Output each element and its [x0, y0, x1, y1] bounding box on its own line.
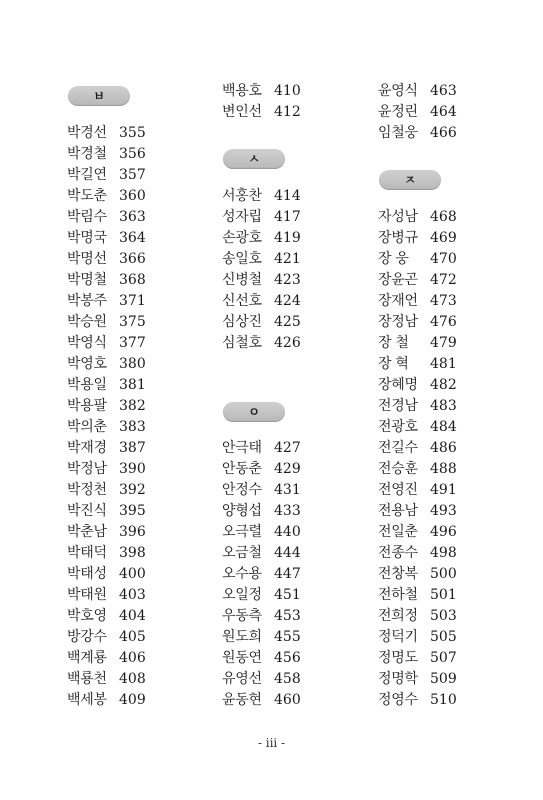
- index-entry: [222, 564, 301, 585]
- entry-page: 371: [119, 293, 146, 309]
- entry-page: 377: [119, 335, 146, 351]
- entry-page: 381: [119, 377, 146, 393]
- index-entry: [378, 354, 457, 375]
- index-entry: [378, 375, 457, 396]
- index-entry: [222, 501, 301, 522]
- index-entry: [67, 438, 146, 459]
- index-entry: [378, 438, 457, 459]
- index-entry: [67, 480, 146, 501]
- index-entry: [378, 627, 457, 648]
- entry-name: 심상진: [222, 314, 262, 330]
- index-entry: [378, 501, 457, 522]
- index-entry: [378, 480, 457, 501]
- entry-name: 박승원: [67, 314, 107, 330]
- entry-name: 안정수: [222, 482, 262, 498]
- entry-page: 423: [274, 272, 301, 288]
- index-entry: [378, 648, 457, 669]
- section-header-siot: ㅅ: [223, 149, 285, 169]
- entry-name: 정명도: [378, 650, 418, 666]
- index-entry: [222, 228, 301, 249]
- entry-name: 박태성: [67, 566, 107, 582]
- entry-page: 469: [430, 230, 457, 246]
- entry-name: 전광호: [378, 419, 418, 435]
- index-entry: [67, 249, 146, 270]
- index-entry: [378, 333, 457, 354]
- index-entry: [378, 123, 457, 144]
- section-header-jieut: ㅈ: [379, 170, 441, 190]
- entry-name: 오금철: [222, 545, 262, 561]
- entry-page: 455: [274, 629, 301, 645]
- entry-name: 성자립: [222, 209, 262, 225]
- entry-name: 전용남: [378, 503, 418, 519]
- entry-page: 414: [274, 188, 301, 204]
- entry-page: 470: [430, 251, 457, 267]
- index-entry: [378, 522, 457, 543]
- index-entry: [222, 333, 301, 354]
- entry-name: 전영진: [378, 482, 418, 498]
- index-entry: [378, 459, 457, 480]
- entry-name: 송일호: [222, 251, 262, 267]
- entry-name: 박영식: [67, 335, 107, 351]
- entry-page: 468: [430, 209, 457, 225]
- entry-name: 전일춘: [378, 524, 418, 540]
- index-entry: [67, 669, 146, 690]
- entry-page: 476: [430, 314, 457, 330]
- entry-name: 장병규: [378, 230, 418, 246]
- index-entry: [67, 543, 146, 564]
- entry-name: 원동연: [222, 650, 262, 666]
- entry-page: 424: [274, 293, 301, 309]
- entry-name: 박도춘: [67, 188, 107, 204]
- entry-page: 431: [274, 482, 301, 498]
- entry-page: 387: [119, 440, 146, 456]
- entry-page: 382: [119, 398, 146, 414]
- index-entry: [67, 270, 146, 291]
- entry-name: 박명국: [67, 230, 107, 246]
- entry-page: 390: [119, 461, 146, 477]
- entry-name: 박경철: [67, 146, 107, 162]
- index-entry: [67, 417, 146, 438]
- entry-name: 장혜명: [378, 377, 418, 393]
- entry-page: 404: [119, 608, 146, 624]
- entry-page: 510: [430, 692, 457, 708]
- index-entry: [67, 144, 146, 165]
- entry-page: 392: [119, 482, 146, 498]
- index-entry: [67, 690, 146, 711]
- entry-page: 458: [274, 671, 301, 687]
- entry-name: 박정천: [67, 482, 107, 498]
- entry-page: 488: [430, 461, 457, 477]
- entry-name: 전희정: [378, 608, 418, 624]
- entry-name: 안극태: [222, 440, 262, 456]
- entry-page: 491: [430, 482, 457, 498]
- index-entry: [67, 354, 146, 375]
- entry-page: 400: [119, 566, 146, 582]
- entry-page: 355: [119, 125, 146, 141]
- entry-name: 박봉주: [67, 293, 107, 309]
- index-entry: [378, 291, 457, 312]
- entry-page: 500: [430, 566, 457, 582]
- entry-page: 408: [119, 671, 146, 687]
- entry-page: 419: [274, 230, 301, 246]
- index-entry: [222, 291, 301, 312]
- entry-page: 481: [430, 356, 457, 372]
- entry-name: 정명학: [378, 671, 418, 687]
- index-entry: [222, 249, 301, 270]
- entry-name: 박정남: [67, 461, 107, 477]
- index-entry: [222, 81, 301, 102]
- index-entry: [378, 81, 457, 102]
- entry-page: 396: [119, 524, 146, 540]
- entry-page: 406: [119, 650, 146, 666]
- index-entry: [222, 543, 301, 564]
- index-entry: [67, 291, 146, 312]
- entry-page: 409: [119, 692, 146, 708]
- entry-name: 박태원: [67, 587, 107, 603]
- entry-page: 375: [119, 314, 146, 330]
- entry-name: 오일정: [222, 587, 262, 603]
- entry-name: 박명철: [67, 272, 107, 288]
- index-entry: [378, 270, 457, 291]
- entry-page: 366: [119, 251, 146, 267]
- entry-name: 장 혁: [378, 356, 409, 372]
- entry-page: 505: [430, 629, 457, 645]
- entry-page: 483: [430, 398, 457, 414]
- index-entry: [222, 669, 301, 690]
- index-entry: [378, 606, 457, 627]
- entry-page: 429: [274, 461, 301, 477]
- index-entry: [378, 417, 457, 438]
- entry-page: 356: [119, 146, 146, 162]
- entry-page: 440: [274, 524, 301, 540]
- entry-name: 장정남: [378, 314, 418, 330]
- entry-page: 433: [274, 503, 301, 519]
- entry-page: 479: [430, 335, 457, 351]
- entry-page: 410: [274, 83, 301, 99]
- entry-name: 장 웅: [378, 251, 409, 267]
- entry-page: 412: [274, 104, 301, 120]
- entry-page: 451: [274, 587, 301, 603]
- entry-name: 백계룡: [67, 650, 107, 666]
- index-entry: [378, 207, 457, 228]
- index-entry: [222, 522, 301, 543]
- entry-page: 498: [430, 545, 457, 561]
- index-entry: [378, 312, 457, 333]
- index-entry: [222, 606, 301, 627]
- index-entry: [222, 627, 301, 648]
- entry-name: 박진식: [67, 503, 107, 519]
- entry-name: 변인선: [222, 104, 262, 120]
- index-entry: [67, 375, 146, 396]
- entry-name: 박의춘: [67, 419, 107, 435]
- entry-name: 전종수: [378, 545, 418, 561]
- entry-name: 윤정린: [378, 104, 418, 120]
- entry-page: 484: [430, 419, 457, 435]
- index-entry: [378, 228, 457, 249]
- index-entry: [222, 186, 301, 207]
- entry-page: 463: [430, 83, 457, 99]
- entry-name: 전하철: [378, 587, 418, 603]
- index-entry: [67, 606, 146, 627]
- entry-page: 501: [430, 587, 457, 603]
- entry-name: 윤동현: [222, 692, 262, 708]
- index-entry: [67, 522, 146, 543]
- entry-page: 464: [430, 104, 457, 120]
- entry-name: 장재언: [378, 293, 418, 309]
- index-entry: [222, 480, 301, 501]
- entry-page: 473: [430, 293, 457, 309]
- entry-name: 오수용: [222, 566, 262, 582]
- entry-name: 서홍찬: [222, 188, 262, 204]
- entry-name: 신병철: [222, 272, 262, 288]
- index-entry: [67, 165, 146, 186]
- entry-name: 자성남: [378, 209, 418, 225]
- index-entry: [67, 333, 146, 354]
- entry-page: 364: [119, 230, 146, 246]
- index-entry: [67, 627, 146, 648]
- entry-page: 496: [430, 524, 457, 540]
- index-entry: [67, 207, 146, 228]
- entry-name: 손광호: [222, 230, 262, 246]
- entry-page: 447: [274, 566, 301, 582]
- index-entry: [222, 438, 301, 459]
- entry-page: 466: [430, 125, 457, 141]
- entry-page: 383: [119, 419, 146, 435]
- index-entry: [378, 102, 457, 123]
- index-entry: [378, 690, 457, 711]
- entry-name: 신선호: [222, 293, 262, 309]
- entry-name: 우동측: [222, 608, 262, 624]
- entry-page: 395: [119, 503, 146, 519]
- entry-name: 박길연: [67, 167, 107, 183]
- page-number: - iii -: [257, 736, 286, 750]
- entry-page: 482: [430, 377, 457, 393]
- entry-name: 박춘남: [67, 524, 107, 540]
- entry-name: 정영수: [378, 692, 418, 708]
- index-entry: [378, 396, 457, 417]
- entry-name: 전길수: [378, 440, 418, 456]
- index-entry: [67, 228, 146, 249]
- entry-page: 486: [430, 440, 457, 456]
- entry-name: 박태덕: [67, 545, 107, 561]
- index-entry: [222, 312, 301, 333]
- entry-page: 509: [430, 671, 457, 687]
- index-entry: [222, 207, 301, 228]
- entry-page: 460: [274, 692, 301, 708]
- entry-page: 380: [119, 356, 146, 372]
- entry-name: 박경선: [67, 125, 107, 141]
- index-entry: [222, 585, 301, 606]
- index-entry: [222, 270, 301, 291]
- entry-name: 양형섭: [222, 503, 262, 519]
- entry-page: 357: [119, 167, 146, 183]
- entry-name: 유영선: [222, 671, 262, 687]
- index-entry: [67, 396, 146, 417]
- entry-name: 박용일: [67, 377, 107, 393]
- entry-page: 405: [119, 629, 146, 645]
- index-entry: [67, 564, 146, 585]
- entry-page: 427: [274, 440, 301, 456]
- index-entry: [378, 669, 457, 690]
- entry-name: 백용호: [222, 83, 262, 99]
- entry-name: 임철웅: [378, 125, 418, 141]
- entry-page: 503: [430, 608, 457, 624]
- index-entry: [222, 690, 301, 711]
- entry-name: 심철호: [222, 335, 262, 351]
- index-entry: [378, 249, 457, 270]
- section-header-bieup: ㅂ: [68, 86, 130, 106]
- index-entry: [378, 564, 457, 585]
- entry-name: 장윤곤: [378, 272, 418, 288]
- entry-page: 425: [274, 314, 301, 330]
- entry-name: 박용팔: [67, 398, 107, 414]
- entry-page: 421: [274, 251, 301, 267]
- entry-name: 백룡천: [67, 671, 107, 687]
- entry-name: 박림수: [67, 209, 107, 225]
- entry-page: 453: [274, 608, 301, 624]
- entry-page: 472: [430, 272, 457, 288]
- index-entry: [222, 459, 301, 480]
- entry-page: 444: [274, 545, 301, 561]
- entry-name: 박명선: [67, 251, 107, 267]
- index-entry: [222, 648, 301, 669]
- entry-name: 전승훈: [378, 461, 418, 477]
- index-entry: [67, 186, 146, 207]
- entry-name: 장 철: [378, 335, 409, 351]
- index-entry: [222, 102, 301, 123]
- entry-name: 전창복: [378, 566, 418, 582]
- index-entry: [378, 543, 457, 564]
- index-entry: [67, 585, 146, 606]
- index-entry: [378, 585, 457, 606]
- index-entry: [67, 501, 146, 522]
- entry-name: 전경남: [378, 398, 418, 414]
- index-entry: [67, 459, 146, 480]
- entry-page: 403: [119, 587, 146, 603]
- entry-page: 507: [430, 650, 457, 666]
- entry-name: 원도희: [222, 629, 262, 645]
- entry-page: 426: [274, 335, 301, 351]
- entry-page: 368: [119, 272, 146, 288]
- entry-name: 정덕기: [378, 629, 418, 645]
- entry-page: 417: [274, 209, 301, 225]
- entry-page: 360: [119, 188, 146, 204]
- entry-name: 박재경: [67, 440, 107, 456]
- index-entry: [67, 123, 146, 144]
- entry-name: 오극렬: [222, 524, 262, 540]
- entry-page: 398: [119, 545, 146, 561]
- entry-name: 박영호: [67, 356, 107, 372]
- entry-page: 493: [430, 503, 457, 519]
- entry-name: 안동춘: [222, 461, 262, 477]
- entry-page: 456: [274, 650, 301, 666]
- section-header-ieung: ㅇ: [223, 402, 285, 422]
- entry-name: 방강수: [67, 629, 107, 645]
- entry-page: 363: [119, 209, 146, 225]
- entry-name: 백세봉: [67, 692, 107, 708]
- entry-name: 윤영식: [378, 83, 418, 99]
- index-entry: [67, 648, 146, 669]
- entry-name: 박호영: [67, 608, 107, 624]
- index-entry: [67, 312, 146, 333]
